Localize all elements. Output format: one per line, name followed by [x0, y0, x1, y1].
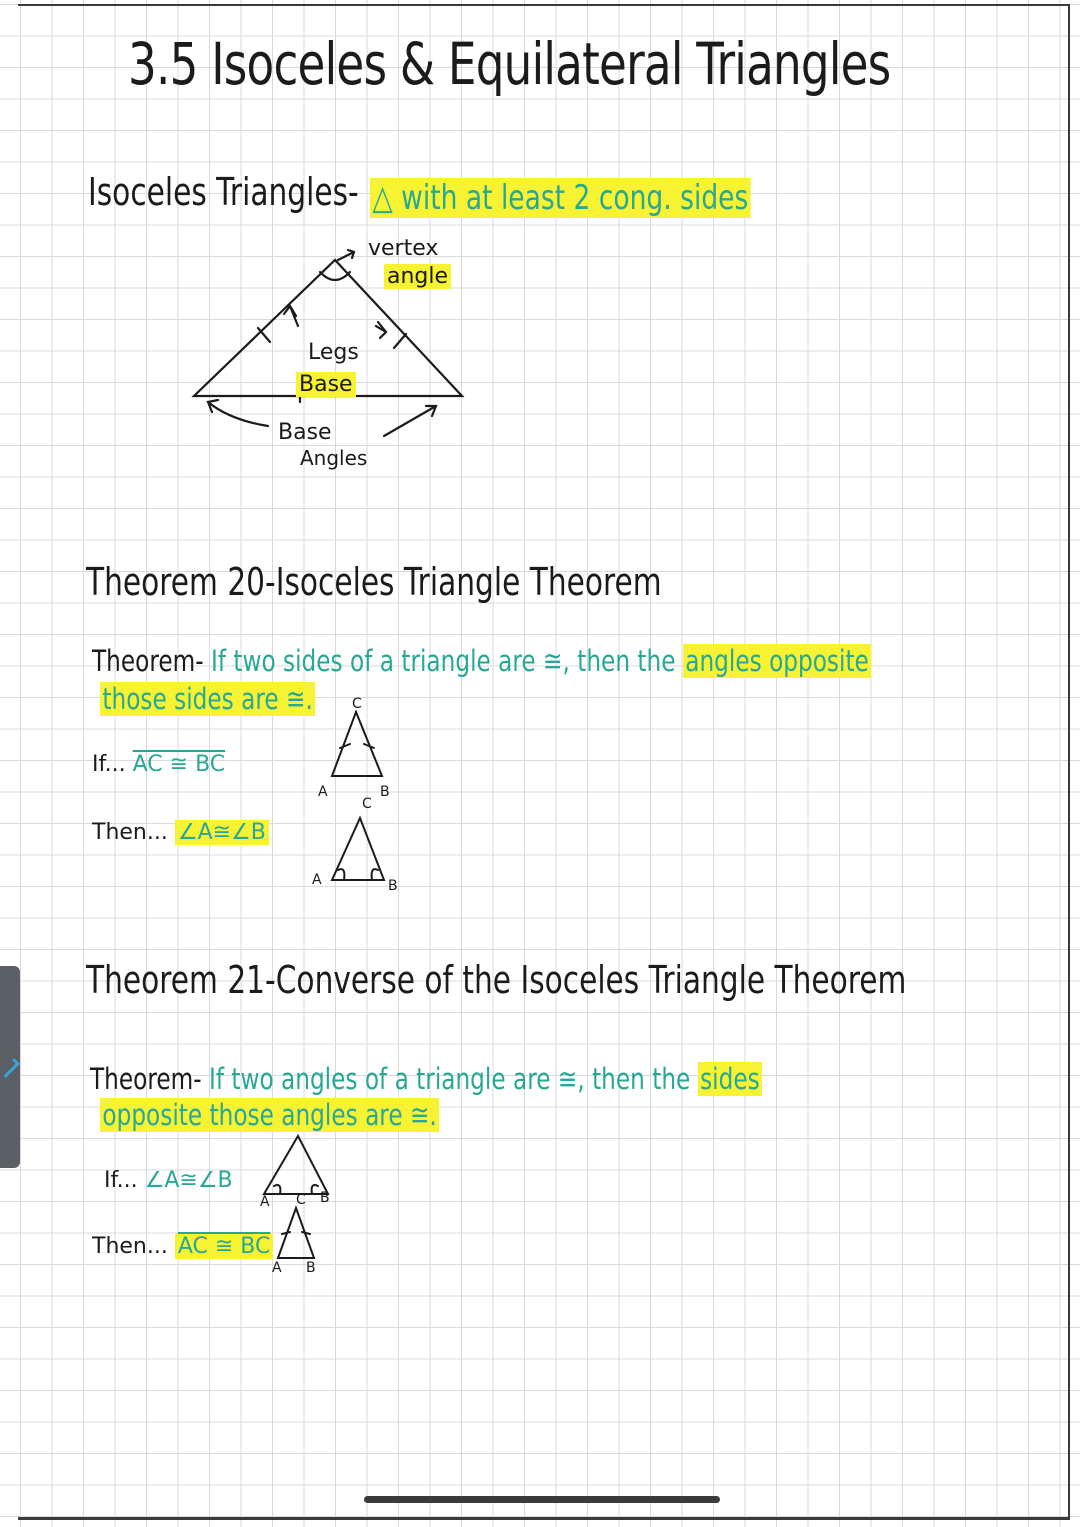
theorem20-line1: If two sides of a triangle are ≅, then the — [211, 644, 676, 678]
base-angles-label-2: Angles — [300, 446, 368, 470]
vertex-label: vertex — [368, 236, 439, 261]
theorem20-heading: Theorem 20-Isoceles Triangle Theorem — [86, 560, 662, 604]
theorem20-then-triangle — [326, 808, 396, 888]
page-title: 3.5 Isoceles & Equilateral Triangles — [128, 30, 891, 98]
theorem20-if-triangle — [326, 706, 396, 786]
theorem21-then-value: AC ≅ BC — [175, 1234, 274, 1259]
legs-label: Legs — [308, 340, 359, 365]
theorem21-then-prefix: Then... — [92, 1234, 168, 1259]
base-label: Base — [296, 372, 356, 397]
theorem20-prefix: Theorem- — [92, 644, 204, 678]
vertex-a-label: A — [260, 1194, 270, 1210]
theorem21-line2: opposite those angles are ≅. — [100, 1098, 439, 1132]
theorem21-heading: Theorem 21-Converse of the Isoceles Triangle Theorem — [86, 958, 907, 1002]
theorem20-if-prefix: If... — [92, 752, 126, 777]
theorem20-then-value: ∠A≅∠B — [175, 820, 269, 845]
theorem20-line1-highlight: angles opposite — [683, 644, 871, 678]
vertex-c-label: C — [352, 696, 362, 712]
vertex-a-label: A — [312, 872, 322, 888]
theorem21-line1-highlight: sides — [698, 1062, 762, 1096]
home-indicator-bar[interactable] — [364, 1496, 720, 1503]
theorem21-line1: If two angles of a triangle are ≅, then the — [209, 1062, 691, 1096]
theorem20-if-value: AC ≅ BC — [132, 752, 226, 777]
definition-text: △ with at least 2 cong. sides — [370, 178, 751, 218]
vertex-b-label: B — [320, 1190, 330, 1206]
vertex-a-label: A — [272, 1260, 282, 1276]
vertex-b-label: B — [306, 1260, 316, 1276]
vertex-a-label: A — [318, 784, 328, 800]
vertex-b-label: B — [388, 878, 398, 894]
theorem21-if-value: ∠A≅∠B — [144, 1168, 233, 1193]
theorem20-then-prefix: Then... — [92, 820, 168, 845]
base-angles-label-1: Base — [278, 420, 332, 445]
theorem20-line2: those sides are ≅. — [100, 682, 315, 716]
angle-label: angle — [384, 264, 451, 289]
vertex-c-label: C — [362, 796, 372, 812]
theorem21-prefix: Theorem- — [90, 1062, 202, 1096]
vertex-c-label: C — [296, 1192, 306, 1208]
theorem21-if-prefix: If... — [104, 1168, 138, 1193]
vertex-b-label: B — [380, 784, 390, 800]
definition-term: Isoceles Triangles- — [88, 170, 359, 214]
